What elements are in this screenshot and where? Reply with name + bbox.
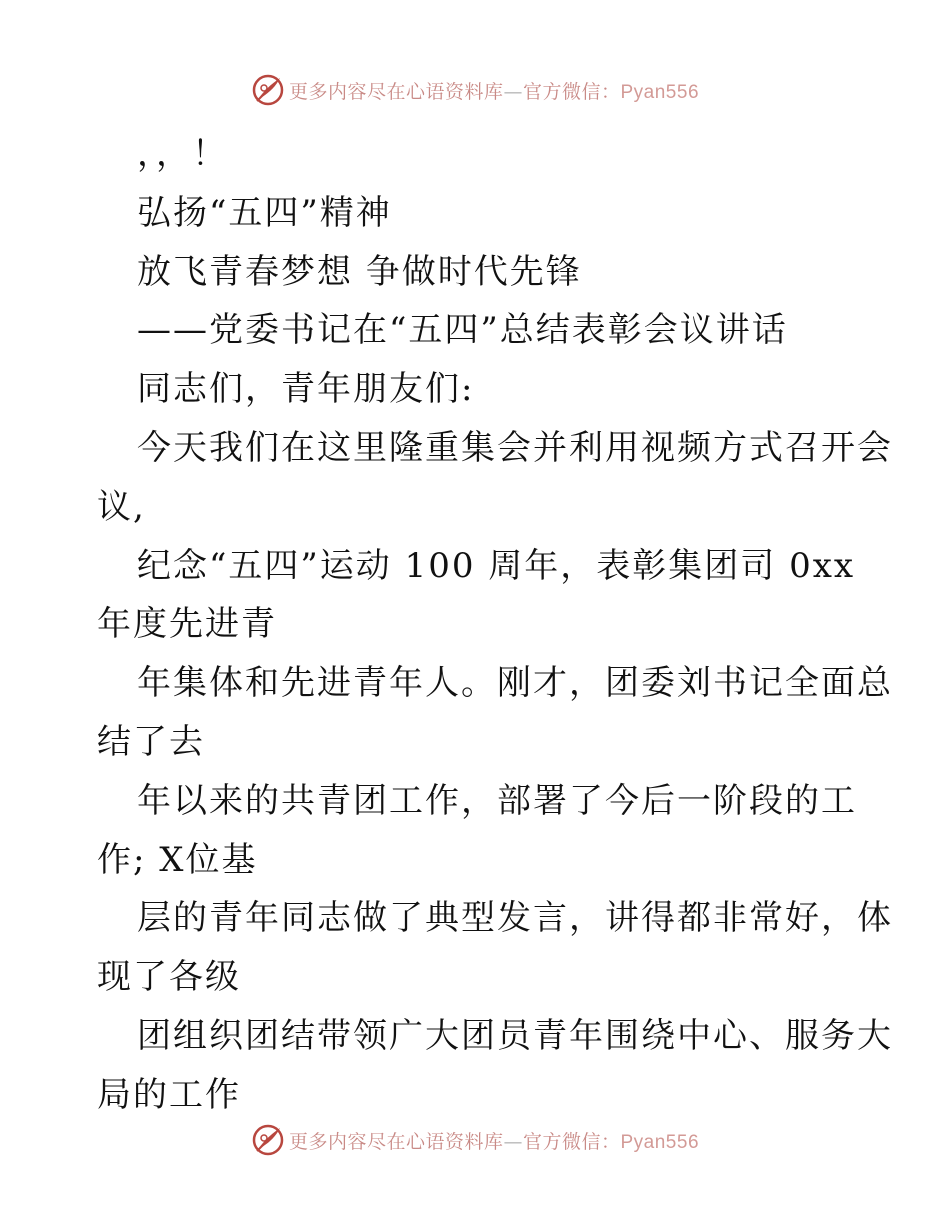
watermark-slogan: 更多内容尽在心语资料库	[288, 80, 504, 103]
header-watermark	[0, 70, 950, 110]
watermark-wechat-id: Pyan556	[620, 1131, 700, 1153]
quill-logo-icon	[251, 1123, 285, 1157]
text-line: 年度先进青	[97, 604, 277, 645]
watermark-text	[289, 77, 699, 104]
footer-watermark	[0, 1120, 950, 1160]
text-line: ，，！	[137, 134, 228, 174]
text-line: 年集体和先进青年人。刚才，团委刘书记全面总	[137, 663, 893, 704]
watermark-wechat-label: 官方微信：	[522, 1130, 621, 1153]
watermark-separator: —	[503, 1130, 523, 1153]
text-line: 弘扬“五四”精神	[137, 192, 392, 233]
document-body	[97, 125, 893, 1125]
text-line: 放飞青春梦想 争做时代先锋	[137, 251, 582, 292]
text-line: 结了去	[97, 721, 205, 762]
text-line: 现了各级	[97, 957, 241, 998]
text-line: 层的青年同志做了典型发言，讲得都非常好，体	[137, 898, 893, 939]
watermark-wechat-id: Pyan556	[620, 81, 700, 103]
text-line: 今天我们在这里隆重集会并利用视频方式召开会	[137, 427, 893, 468]
text-line: 年以来的共青团工作，部署了今后一阶段的工	[137, 780, 857, 821]
text-line: 议,	[97, 486, 146, 527]
text-line: 纪念“五四”运动 100 周年，表彰集团司 0xx	[137, 545, 856, 586]
watermark-separator: —	[503, 80, 523, 103]
text-line: 团组织团结带领广大团员青年围绕中心、服务大	[137, 1015, 893, 1056]
text-line: 局的工作	[97, 1074, 241, 1115]
text-line: ——党委书记在“五四”总结表彰会议讲话	[137, 310, 788, 351]
watermark-text	[289, 1127, 699, 1154]
text-line: 作; X位基	[97, 839, 258, 880]
watermark-slogan: 更多内容尽在心语资料库	[288, 1130, 504, 1153]
quill-logo-icon	[251, 73, 285, 107]
watermark-wechat-label: 官方微信：	[522, 80, 621, 103]
text-line: 同志们，青年朋友们:	[137, 369, 475, 410]
